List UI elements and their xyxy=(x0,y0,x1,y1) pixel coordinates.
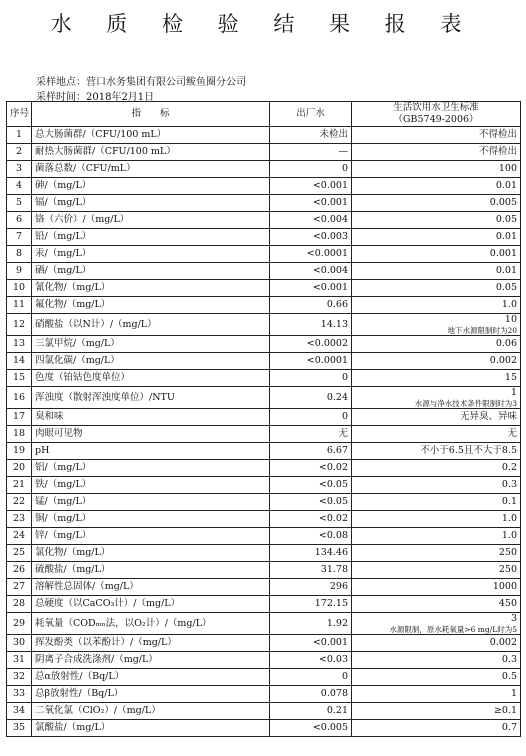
row-index: 17 xyxy=(7,409,32,426)
row-index: 24 xyxy=(7,528,32,545)
table-row xyxy=(7,409,521,426)
table-row xyxy=(7,426,521,443)
row-index: 10 xyxy=(7,280,32,297)
row-indicator: 氰化物/（mg/L） xyxy=(32,280,270,297)
row-index: 15 xyxy=(7,370,32,387)
row-value: — xyxy=(270,144,352,161)
row-standard-limit: 1 xyxy=(510,387,517,398)
row-value: <0.001 xyxy=(270,635,352,652)
row-indicator: 铁/（mg/L） xyxy=(32,477,270,494)
report-title: 水 质 检 验 结 果 报 表 xyxy=(50,12,476,36)
table-row xyxy=(7,613,521,635)
table-row xyxy=(7,443,521,460)
row-standard: 1.0 xyxy=(352,297,521,314)
row-indicator: 铜/（mg/L） xyxy=(32,511,270,528)
row-value: 31.78 xyxy=(270,562,352,579)
row-index: 14 xyxy=(7,353,32,370)
table-body xyxy=(7,127,521,737)
row-value: <0.001 xyxy=(270,178,352,195)
row-value: 172.15 xyxy=(270,596,352,613)
row-value: 0.21 xyxy=(270,703,352,720)
row-indicator: 色度（铂钴色度单位） xyxy=(32,370,270,387)
row-standard: 无异臭、异味 xyxy=(352,409,521,426)
row-standard: 0.002 xyxy=(352,635,521,652)
row-value: 0 xyxy=(270,669,352,686)
row-index: 34 xyxy=(7,703,32,720)
row-standard: 0.01 xyxy=(352,178,521,195)
row-standard: 0.2 xyxy=(352,460,521,477)
row-index: 20 xyxy=(7,460,32,477)
row-value: 14.13 xyxy=(270,314,352,336)
table-row xyxy=(7,528,521,545)
table-row xyxy=(7,246,521,263)
table-row xyxy=(7,297,521,314)
row-index: 11 xyxy=(7,297,32,314)
row-standard: 15 xyxy=(352,370,521,387)
row-value: 1.92 xyxy=(270,613,352,635)
table-row xyxy=(7,161,521,178)
row-value: <0.0001 xyxy=(270,246,352,263)
row-indicator: pH xyxy=(32,443,270,460)
row-indicator: 四氯化碳/（mg/L） xyxy=(32,353,270,370)
row-indicator: 总大肠菌群/（CFU/100 mL） xyxy=(32,127,270,144)
row-value: <0.05 xyxy=(270,494,352,511)
row-index: 25 xyxy=(7,545,32,562)
table-row xyxy=(7,494,521,511)
table-row xyxy=(7,127,521,144)
header-index: 序号 xyxy=(7,102,32,127)
table-row xyxy=(7,635,521,652)
table-row xyxy=(7,387,521,409)
row-standard-limit: 10 xyxy=(504,314,517,325)
row-standard: 不小于6.5且不大于8.5 xyxy=(352,443,521,460)
row-standard: 0.002 xyxy=(352,353,521,370)
row-indicator: 硒/（mg/L） xyxy=(32,263,270,280)
row-indicator: 菌落总数/（CFU/mL） xyxy=(32,161,270,178)
row-standard: 1 xyxy=(352,686,521,703)
row-index: 8 xyxy=(7,246,32,263)
row-value: <0.08 xyxy=(270,528,352,545)
row-standard-note: 水源限制，原水耗氧量>6 mg/L时为5 xyxy=(389,625,517,634)
row-index: 6 xyxy=(7,212,32,229)
row-value: <0.001 xyxy=(270,195,352,212)
row-value: 134.46 xyxy=(270,545,352,562)
row-value: <0.0002 xyxy=(270,336,352,353)
table-row xyxy=(7,178,521,195)
row-value: <0.02 xyxy=(270,460,352,477)
row-standard: 0.1 xyxy=(352,494,521,511)
row-index: 2 xyxy=(7,144,32,161)
row-standard: ≥0.1 xyxy=(352,703,521,720)
row-value: <0.0001 xyxy=(270,353,352,370)
row-index: 21 xyxy=(7,477,32,494)
row-standard: 无 xyxy=(352,426,521,443)
row-index: 32 xyxy=(7,669,32,686)
row-index: 31 xyxy=(7,652,32,669)
table-row xyxy=(7,353,521,370)
table-row xyxy=(7,720,521,737)
row-index: 13 xyxy=(7,336,32,353)
row-indicator: 臭和味 xyxy=(32,409,270,426)
table-row xyxy=(7,280,521,297)
row-indicator: 氟化物/（mg/L） xyxy=(32,297,270,314)
row-indicator: 镉/（mg/L） xyxy=(32,195,270,212)
table-row xyxy=(7,314,521,336)
row-indicator: 耗氧量（CODₘₙ法，以O₂计）/（mg/L） xyxy=(32,613,270,635)
row-value: 0.66 xyxy=(270,297,352,314)
row-index: 35 xyxy=(7,720,32,737)
row-value: 无 xyxy=(270,426,352,443)
row-indicator: 锌/（mg/L） xyxy=(32,528,270,545)
row-value: <0.03 xyxy=(270,652,352,669)
results-table xyxy=(6,101,521,737)
row-standard: 450 xyxy=(352,596,521,613)
row-indicator: 氯酸盐/（mg/L） xyxy=(32,720,270,737)
table-row xyxy=(7,579,521,596)
row-value: <0.05 xyxy=(270,477,352,494)
row-value: <0.004 xyxy=(270,212,352,229)
row-indicator: 溶解性总固体/（mg/L） xyxy=(32,579,270,596)
header-standard xyxy=(352,102,521,127)
sampling-time: 采样时间：2018年2月1日 xyxy=(36,92,155,103)
table-row xyxy=(7,370,521,387)
row-value: 0 xyxy=(270,409,352,426)
row-standard xyxy=(352,387,521,409)
row-indicator: 硫酸盐/（mg/L） xyxy=(32,562,270,579)
row-value: 296 xyxy=(270,579,352,596)
row-standard: 0.3 xyxy=(352,652,521,669)
row-index: 22 xyxy=(7,494,32,511)
row-index: 18 xyxy=(7,426,32,443)
row-index: 3 xyxy=(7,161,32,178)
row-index: 29 xyxy=(7,613,32,635)
row-index: 1 xyxy=(7,127,32,144)
table-row xyxy=(7,477,521,494)
table-row xyxy=(7,195,521,212)
row-indicator: 汞/（mg/L） xyxy=(32,246,270,263)
table-row xyxy=(7,263,521,280)
row-value: 0 xyxy=(270,161,352,178)
sampling-location: 采样地点：营口水务集团有限公司鲅鱼圈分公司 xyxy=(36,77,246,88)
row-indicator: 锰/（mg/L） xyxy=(32,494,270,511)
table-row xyxy=(7,212,521,229)
row-standard xyxy=(352,314,521,336)
row-index: 33 xyxy=(7,686,32,703)
header-standard-line1: 生活饮用水卫生标准 xyxy=(393,102,479,113)
row-indicator: 浑浊度（散射浑浊度单位）/NTU xyxy=(32,387,270,409)
row-indicator: 氯化物/（mg/L） xyxy=(32,545,270,562)
row-standard-note: 地下水源限制时为20 xyxy=(447,326,517,335)
row-standard: 100 xyxy=(352,161,521,178)
row-standard: 0.5 xyxy=(352,669,521,686)
row-indicator: 三氯甲烷/（mg/L） xyxy=(32,336,270,353)
table-row xyxy=(7,669,521,686)
row-standard: 0.3 xyxy=(352,477,521,494)
row-indicator: 总硬度（以CaCO₃计）/（mg/L） xyxy=(32,596,270,613)
row-standard: 0.005 xyxy=(352,195,521,212)
row-standard: 0.06 xyxy=(352,336,521,353)
table-row xyxy=(7,703,521,720)
row-indicator: 砷/（mg/L） xyxy=(32,178,270,195)
row-indicator: 硝酸盐（以N计）/（mg/L） xyxy=(32,314,270,336)
row-index: 9 xyxy=(7,263,32,280)
row-value: <0.003 xyxy=(270,229,352,246)
row-standard: 不得检出 xyxy=(352,127,521,144)
row-value: <0.001 xyxy=(270,280,352,297)
row-indicator: 总α放射性/（Bq/L） xyxy=(32,669,270,686)
row-indicator: 铝/（mg/L） xyxy=(32,460,270,477)
row-indicator: 肉眼可见物 xyxy=(32,426,270,443)
row-index: 28 xyxy=(7,596,32,613)
row-value: <0.005 xyxy=(270,720,352,737)
table-row xyxy=(7,229,521,246)
row-indicator: 挥发酚类（以苯酚计）/（mg/L） xyxy=(32,635,270,652)
row-value: 0.24 xyxy=(270,387,352,409)
table-row xyxy=(7,652,521,669)
table-row xyxy=(7,460,521,477)
row-index: 16 xyxy=(7,387,32,409)
row-indicator: 耐热大肠菌群/（CFU/100 mL） xyxy=(32,144,270,161)
row-standard: 1.0 xyxy=(352,511,521,528)
row-index: 19 xyxy=(7,443,32,460)
row-index: 26 xyxy=(7,562,32,579)
table-row xyxy=(7,545,521,562)
row-value: 未检出 xyxy=(270,127,352,144)
row-indicator: 铬（六价）/（mg/L） xyxy=(32,212,270,229)
row-index: 12 xyxy=(7,314,32,336)
row-standard: 不得检出 xyxy=(352,144,521,161)
table-row xyxy=(7,596,521,613)
row-standard: 250 xyxy=(352,562,521,579)
row-standard: 0.05 xyxy=(352,280,521,297)
row-indicator: 总β放射性/（Bq/L） xyxy=(32,686,270,703)
row-value: <0.004 xyxy=(270,263,352,280)
row-standard: 0.01 xyxy=(352,229,521,246)
row-standard xyxy=(352,613,521,635)
table-row xyxy=(7,336,521,353)
row-standard: 1000 xyxy=(352,579,521,596)
header-indicator: 指 标 xyxy=(32,102,270,127)
row-index: 23 xyxy=(7,511,32,528)
row-standard-limit: 3 xyxy=(510,613,517,624)
row-standard: 0.05 xyxy=(352,212,521,229)
row-value: 0.078 xyxy=(270,686,352,703)
row-indicator: 二氧化氯（ClO₂）/（mg/L） xyxy=(32,703,270,720)
row-standard-note: 水源与净水技术条件限制时为3 xyxy=(414,399,517,408)
row-indicator: 阴离子合成洗涤剂/（mg/L） xyxy=(32,652,270,669)
row-standard: 0.001 xyxy=(352,246,521,263)
header-value: 出厂水 xyxy=(270,102,352,127)
row-index: 30 xyxy=(7,635,32,652)
row-standard: 0.7 xyxy=(352,720,521,737)
row-index: 5 xyxy=(7,195,32,212)
table-row xyxy=(7,144,521,161)
row-standard: 250 xyxy=(352,545,521,562)
row-value: 6.67 xyxy=(270,443,352,460)
table-row xyxy=(7,686,521,703)
row-index: 7 xyxy=(7,229,32,246)
row-indicator: 铅/（mg/L） xyxy=(32,229,270,246)
table-row xyxy=(7,511,521,528)
table-header-row xyxy=(7,102,521,127)
row-index: 27 xyxy=(7,579,32,596)
row-standard: 1.0 xyxy=(352,528,521,545)
header-standard-line2: （GB5749-2006） xyxy=(393,114,479,125)
row-index: 4 xyxy=(7,178,32,195)
row-standard: 0.01 xyxy=(352,263,521,280)
row-value: 0 xyxy=(270,370,352,387)
row-value: <0.02 xyxy=(270,511,352,528)
table-row xyxy=(7,562,521,579)
